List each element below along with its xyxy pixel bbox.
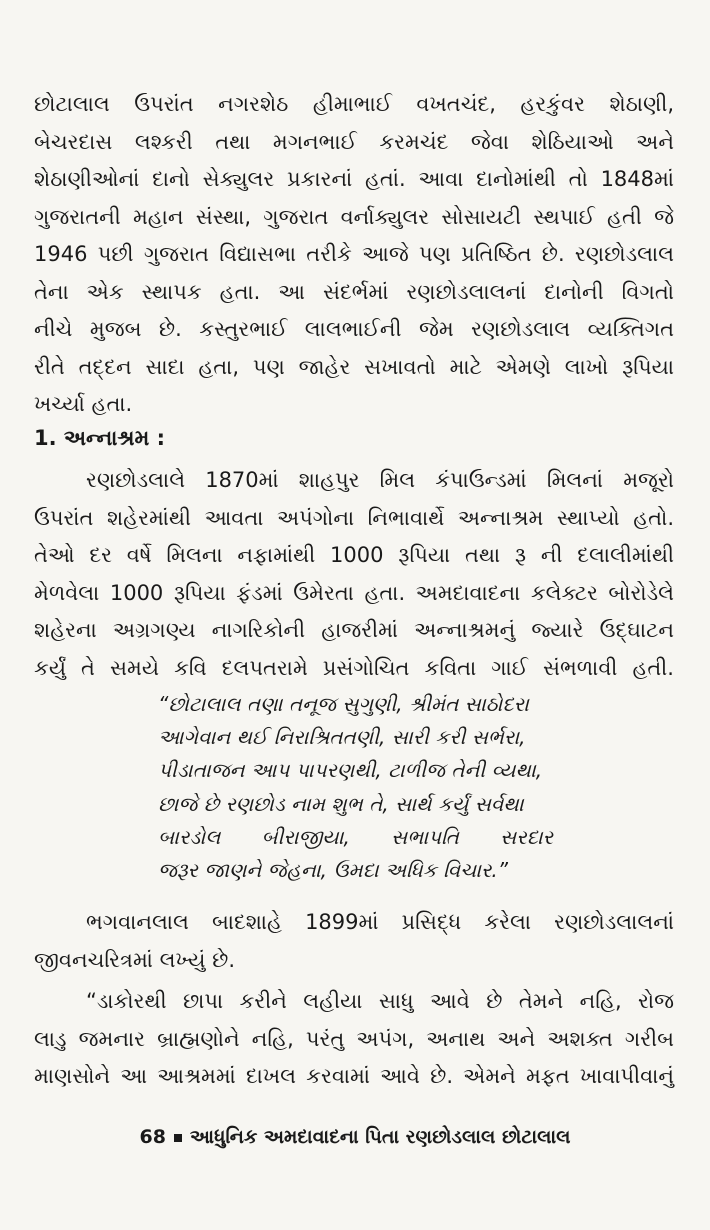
- text-line: લાડુ જમનાર બ્રાહ્મણોને નહિ, પરંતુ અપંગ, અનાથ અને અશક્ત ગરીબ: [34, 1026, 674, 1051]
- poem-line: બારડોલ બીરાજીયા, સભાપતિ સરદાર: [158, 824, 553, 849]
- paragraph-annashram: [34, 462, 674, 687]
- text-line: તેના એક સ્થાપક હતા. આ સંદર્ભમાં રણછોડલાલનાં દાનોની વિગતો: [34, 279, 674, 304]
- text-line: ખર્ચ્યા હતા.: [34, 392, 133, 416]
- book-title: આધુનિક અમદાવાદના પિતા રણછોડલાલ છોટાલાલ: [189, 1126, 571, 1148]
- text-line: શહેરના અગ્રગણ્ય નાગરિકોની હાજરીમાં અન્નાશ્રમનું જ્યારે ઉદ્ઘાટન: [34, 618, 674, 642]
- text-line: ઉપરાંત શહેરમાંથી આવતા અપંગોના નિભાવાર્થે અન્નાશ્રમ સ્થાપ્યો હતો.: [34, 505, 674, 530]
- text-line: નીચે મુજબ છે. કસ્તુરભાઈ લાલભાઈની જેમ રણછોડલાલ વ્યક્તિગત: [34, 317, 674, 341]
- text-line: રીતે તદ્દન સાદા હતા, પણ જાહેર સખાવતો માટે એમણે લાખો રૂપિયા: [34, 354, 674, 379]
- paragraph-intro: [34, 86, 674, 424]
- text-line: શેઠાણીઓનાં દાનો સેક્યુલર પ્રકારનાં હતાં. આવા દાનોમાંથી તો 1848માં: [34, 167, 674, 191]
- paragraph-biography: [34, 904, 674, 979]
- page-number: 68: [139, 1126, 166, 1148]
- text-line: બેચરદાસ લશ્કરી તથા મગનભાઈ કરમચંદ જેવા શેઠિયાઓ અને: [34, 129, 674, 154]
- text-line: રણછોડલાલે 1870માં શાહપુર મિલ કંપાઉન્ડમાં મિલનાં મજૂરો: [86, 468, 674, 492]
- text-line: ગુજરાતની મહાન સંસ્થા, ગુજરાત વર્નાક્યુલર સોસાયટી સ્થપાઈ હતી જે: [34, 204, 674, 229]
- text-line: મેળવેલા 1000 રૂપિયા ફંડમાં ઉમેરતા હતા. અમદાવાદના કલેક્ટર બોરોડેલે: [34, 580, 674, 605]
- poem-line: જરૂર જાણને જેહના, ઉમદા અધિક વિચાર.”: [158, 858, 509, 883]
- text-line: છોટાલાલ ઉપરાંત નગરશેઠ હીમાભાઈ વખતચંદ, હરકુંવર શેઠાણી,: [34, 92, 674, 116]
- page-footer: [0, 1126, 710, 1148]
- poem-line: “છોટાલાલ તણા તનૂજ સુગુણી, શ્રીમંત સાઠોદરા: [158, 692, 529, 716]
- text-line: 1946 પછી ગુજરાત વિદ્યાસભા તરીકે આજે પણ પ્રતિષ્ઠિત છે. રણછોડલાલ: [34, 242, 674, 266]
- text-line: “ડાકોરથી છાપા કરીને લહીયા સાધુ આવે છે તેમને નહિ, રોજ: [86, 989, 674, 1013]
- square-bullet-icon: [174, 1134, 182, 1142]
- text-line: ભગવાનલાલ બાદશાહે 1899માં પ્રસિદ્ધ કરેલા રણછોડલાલનાં: [86, 910, 674, 934]
- paragraph-quote: [34, 983, 674, 1096]
- text-line: જીવનચરિત્રમાં લખ્યું છે.: [34, 947, 236, 972]
- section-heading: 1. અન્નાશ્રમ :: [34, 426, 166, 450]
- poem-line: પીડાતાજન આપ પાપરણથી, ટાળીજ તેની વ્યથા,: [158, 758, 543, 783]
- text-line: કર્યું તે સમયે કવિ દલપતરામે પ્રસંગોચિત કવિતા ગાઈ સંભળાવી હતી.: [34, 655, 674, 680]
- text-line: માણસોને આ આશ્રમમાં દાખલ કરવામાં આવે છે. એમને મફત ખાવાપીવાનું: [34, 1064, 674, 1088]
- poem-line: છાજે છે રણછોડ નામ શુભ તે, સાર્થ કર્યું સર્વથા: [158, 791, 524, 816]
- text-line: તેઓ દર વર્ષે મિલના નફામાંથી 1000 રૂપિયા તથા રૂ ની દલાલીમાંથી: [34, 543, 674, 567]
- poem-line: આગેવાન થઈ નિરાશ્રિતતણી, સારી કરી સર્ભરા,: [158, 725, 526, 750]
- poem-quote: [158, 688, 553, 887]
